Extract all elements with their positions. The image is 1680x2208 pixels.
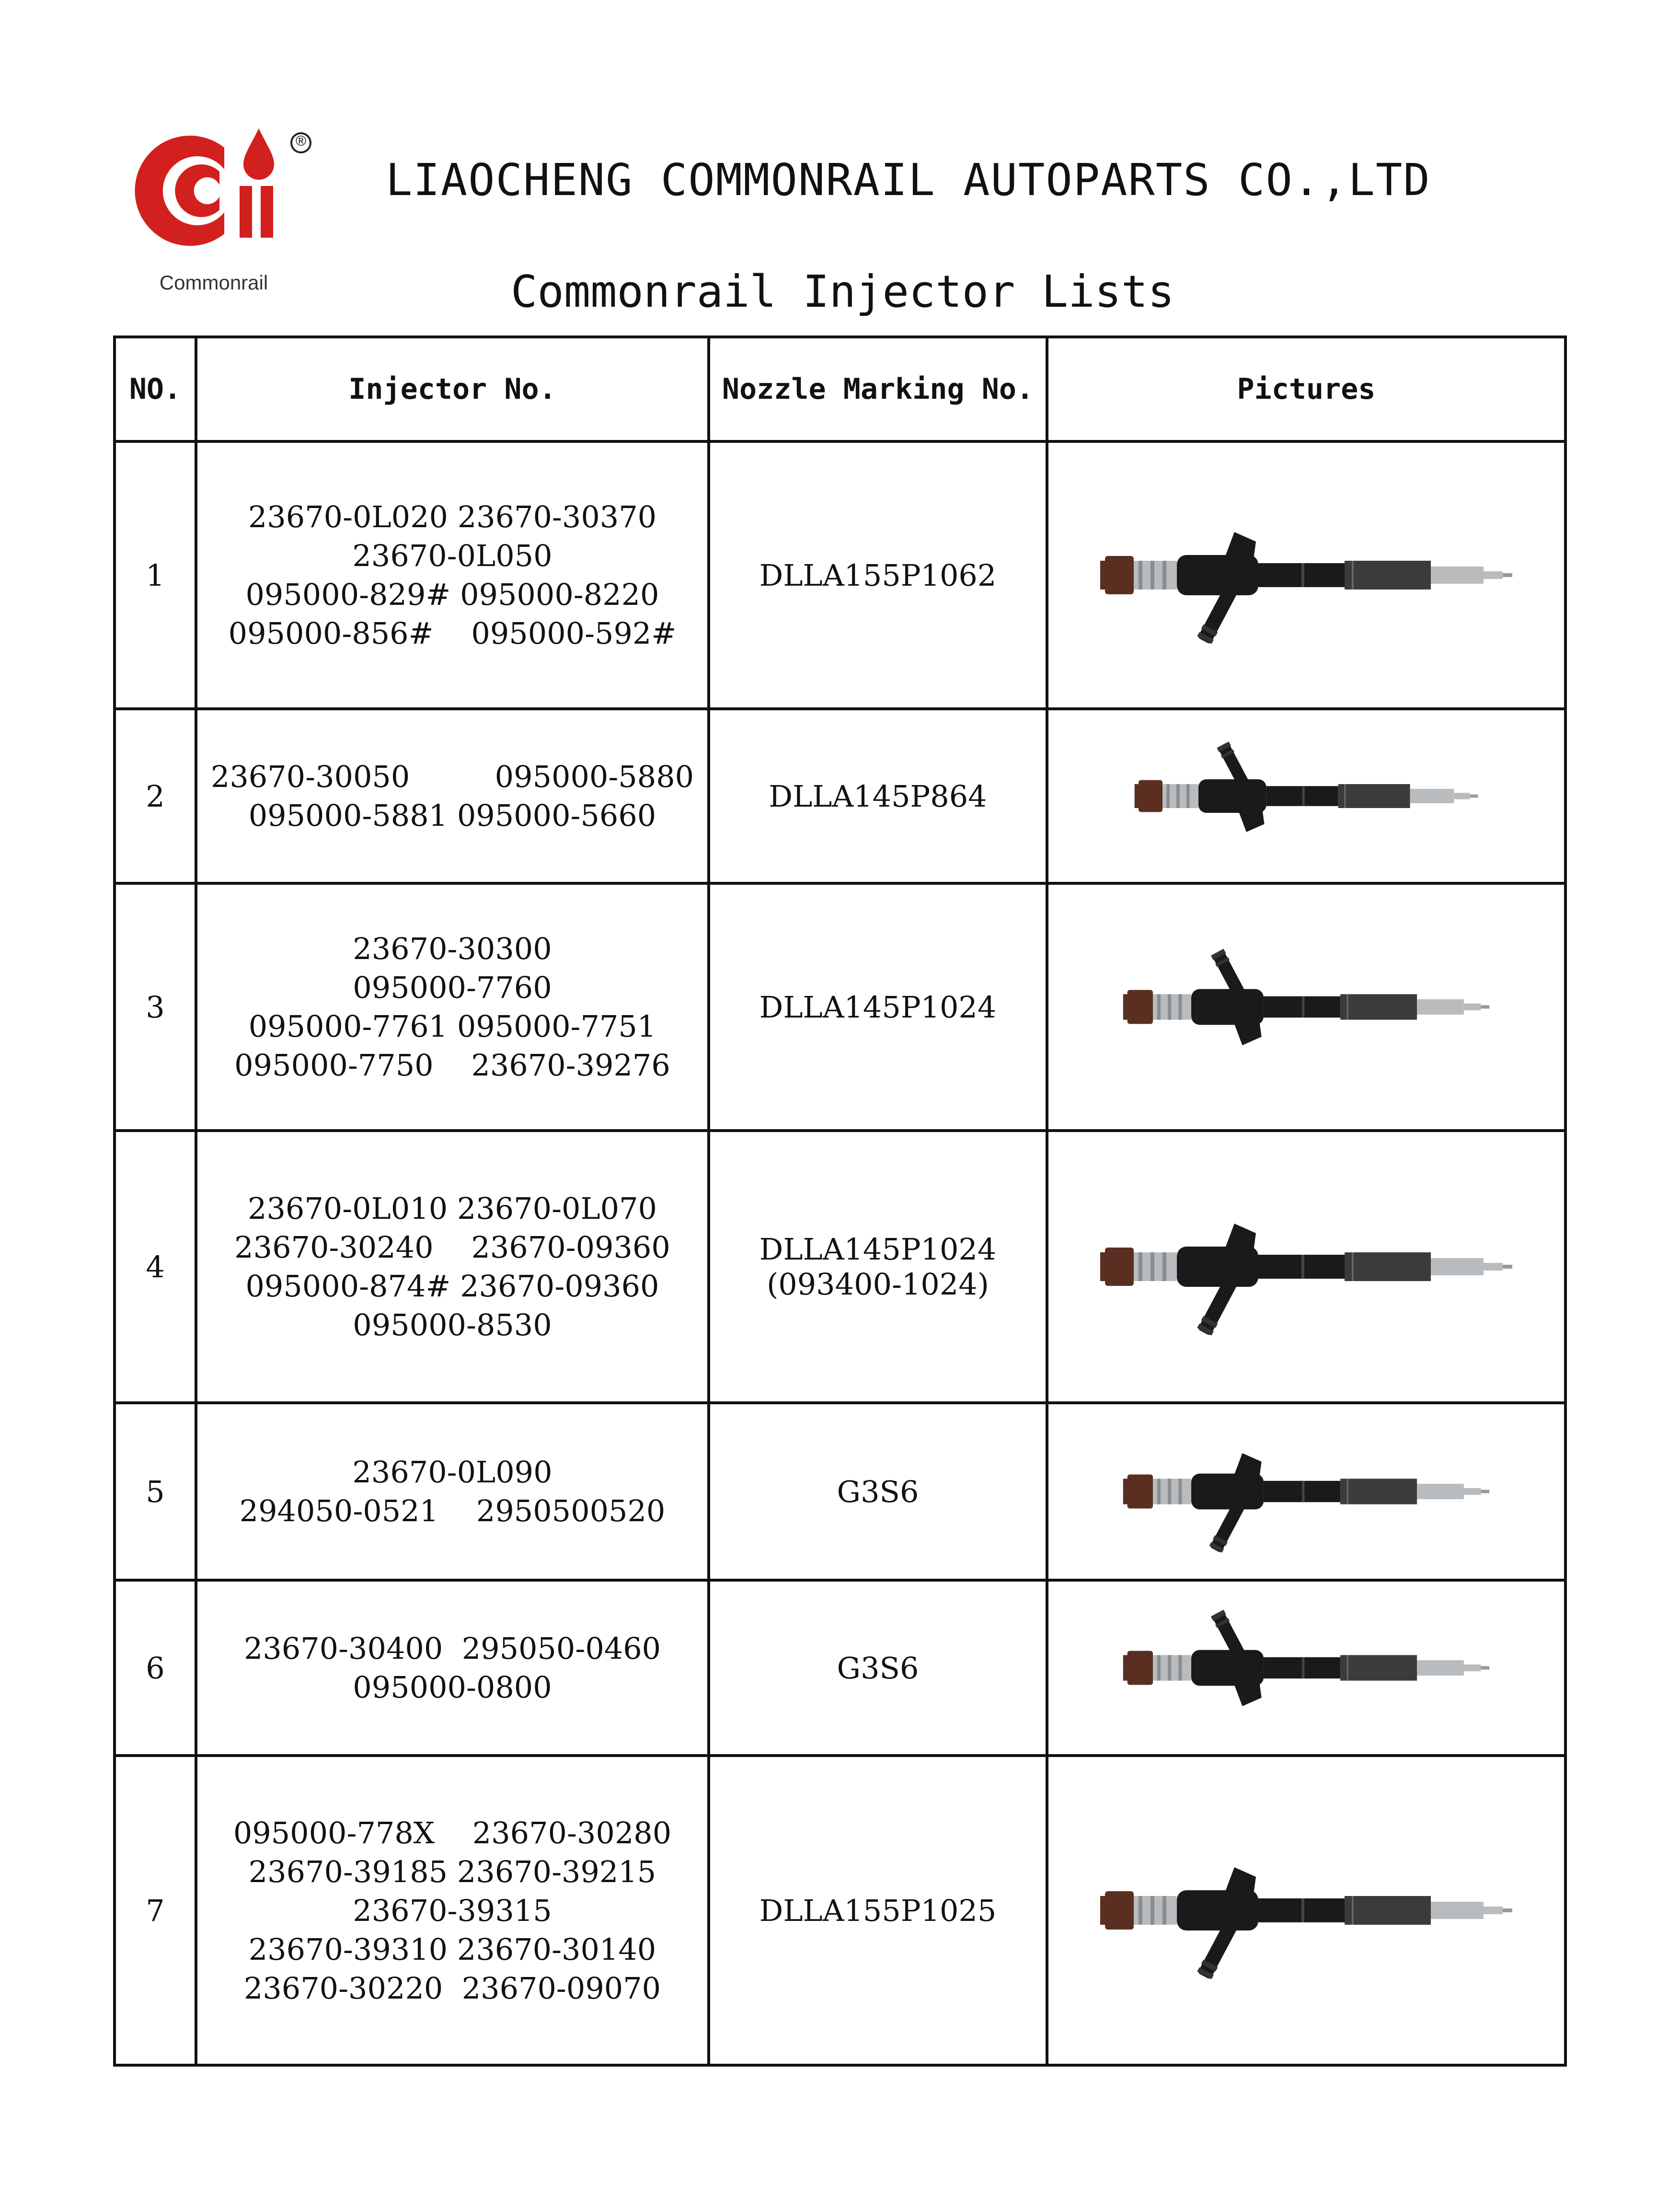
row-number: 4 — [115, 1131, 196, 1403]
injector-line: 23670-39310 23670-30140 — [248, 1931, 656, 1967]
injector-line: 095000-8530 — [353, 1307, 552, 1342]
registered-mark: ® — [295, 133, 307, 149]
injector-numbers — [196, 441, 709, 709]
table-header-row — [115, 337, 1565, 441]
injector-picture — [1047, 441, 1565, 709]
table-row — [115, 1131, 1565, 1403]
injector-picture — [1047, 1131, 1565, 1403]
table-row — [115, 1580, 1565, 1756]
injector-numbers — [196, 1756, 709, 2065]
header-injector-no: Injector No. — [196, 337, 709, 441]
nozzle-line: DLLA145P1024 — [759, 1232, 997, 1267]
injector-numbers — [196, 1580, 709, 1756]
injector-line: 095000-5881 095000-5660 — [248, 798, 656, 833]
injector-line: 23670-30050 095000-5880 — [210, 759, 694, 794]
row-number: 5 — [115, 1403, 196, 1580]
company-logo — [114, 114, 313, 295]
nozzle-line: DLLA155P1062 — [759, 557, 997, 593]
injector-picture — [1047, 1756, 1565, 2065]
injector-line: 23670-0L020 23670-30370 — [248, 499, 657, 534]
injector-image-icon — [1091, 1591, 1522, 1745]
row-number: 6 — [115, 1580, 196, 1756]
nozzle-line: G3S6 — [837, 1650, 919, 1686]
nozzle-line: (093400-1024) — [767, 1267, 989, 1302]
injector-line: 23670-39315 — [353, 1893, 552, 1928]
table-row — [115, 1756, 1565, 2065]
injector-line: 23670-0L090 — [352, 1455, 552, 1490]
injector-line: 095000-0800 — [353, 1670, 552, 1705]
table-row — [115, 1403, 1565, 1580]
injector-line: 23670-39185 23670-39215 — [248, 1854, 656, 1889]
injector-line: 095000-7761 095000-7751 — [248, 1009, 656, 1044]
injector-line: 095000-7750 23670-39276 — [234, 1048, 670, 1083]
injector-line: 23670-30220 23670-09070 — [243, 1970, 661, 2006]
logo-text: Commonrail — [159, 271, 268, 294]
injector-numbers — [196, 1403, 709, 1580]
injector-line: 23670-0L010 23670-0L070 — [248, 1191, 657, 1226]
nozzle-marking — [709, 883, 1047, 1131]
nozzle-marking — [709, 1131, 1047, 1403]
injector-line: 095000-874# 23670-09360 — [245, 1269, 659, 1304]
nozzle-marking — [709, 709, 1047, 883]
injector-picture — [1047, 709, 1565, 883]
injector-numbers — [196, 709, 709, 883]
injector-picture — [1047, 1403, 1565, 1580]
injector-line: 23670-30240 23670-09360 — [234, 1230, 670, 1265]
row-number: 1 — [115, 441, 196, 709]
injector-image-icon — [1091, 1810, 1522, 2011]
company-name: LIAOCHENG COMMONRAIL AUTOPARTS CO.,LTD — [386, 154, 1431, 206]
nozzle-line: DLLA145P1024 — [759, 989, 997, 1025]
nozzle-marking — [709, 1580, 1047, 1756]
table-row — [115, 709, 1565, 883]
injector-image-icon — [1091, 930, 1522, 1084]
table-row — [115, 883, 1565, 1131]
nozzle-marking — [709, 441, 1047, 709]
row-number: 7 — [115, 1756, 196, 2065]
injector-numbers — [196, 883, 709, 1131]
injector-line: 095000-829# 095000-8220 — [245, 577, 659, 612]
nozzle-line: DLLA155P1025 — [759, 1893, 997, 1928]
nozzle-marking — [709, 1403, 1047, 1580]
nozzle-line: G3S6 — [837, 1474, 919, 1509]
injector-table — [113, 335, 1567, 2067]
row-number: 2 — [115, 709, 196, 883]
injector-image-icon — [1091, 1415, 1522, 1568]
nozzle-marking — [709, 1756, 1047, 2065]
injector-line: 095000-778X 23670-30280 — [233, 1815, 672, 1850]
injector-line: 294050-0521 2950500520 — [239, 1493, 666, 1528]
injector-image-icon — [1091, 724, 1522, 868]
header-nozzle-marking-no: Nozzle Marking No. — [709, 337, 1047, 441]
injector-image-icon — [1091, 489, 1522, 661]
header-no: NO. — [115, 337, 196, 441]
row-number: 3 — [115, 883, 196, 1131]
injector-line: 23670-30400 295050-0460 — [243, 1631, 661, 1666]
table-row — [115, 441, 1565, 709]
injector-line: 095000-7760 — [353, 970, 552, 1005]
injector-line: 095000-856# 095000-592# — [228, 616, 677, 651]
logo-mark-icon — [114, 114, 313, 267]
header-pictures: Pictures — [1047, 337, 1565, 441]
injector-numbers — [196, 1131, 709, 1403]
injector-line: 23670-0L050 — [352, 538, 552, 573]
nozzle-line: DLLA145P864 — [769, 778, 987, 814]
injector-image-icon — [1091, 1166, 1522, 1367]
injector-picture — [1047, 883, 1565, 1131]
injector-line: 23670-30300 — [353, 931, 552, 966]
injector-picture — [1047, 1580, 1565, 1756]
document-title: Commonrail Injector Lists — [511, 266, 1174, 317]
